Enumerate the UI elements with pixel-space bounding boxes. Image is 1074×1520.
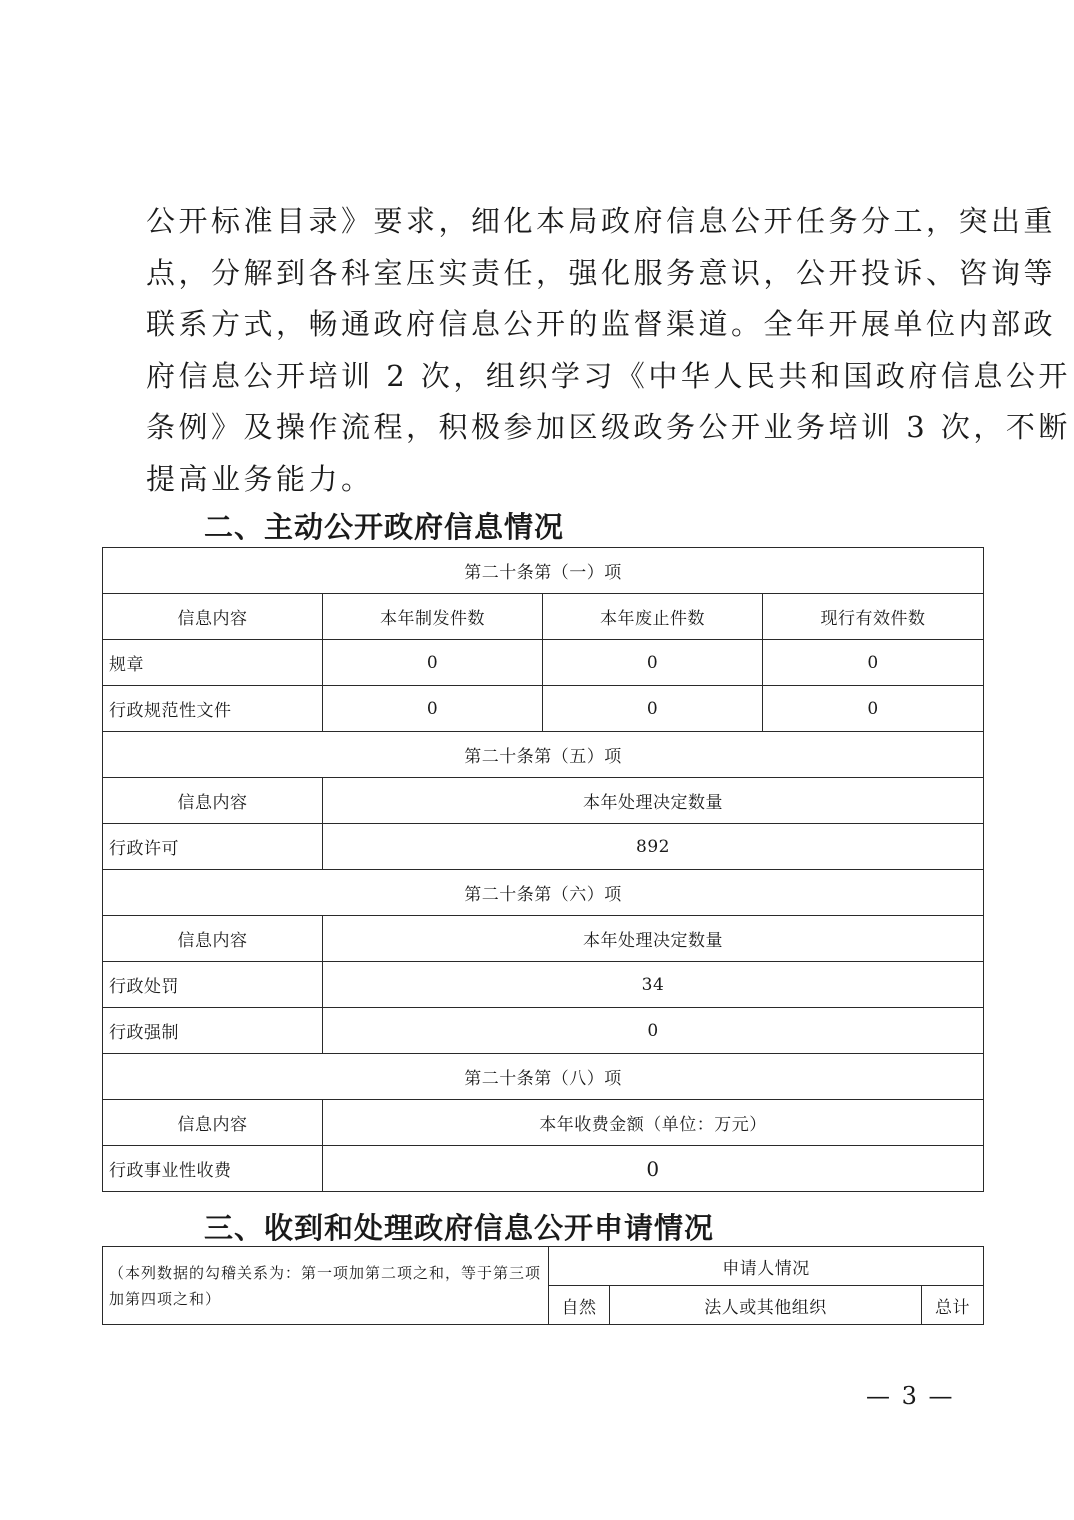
table-cell: 0: [323, 1146, 984, 1192]
table-row: [103, 548, 984, 594]
column-header: 本年废止件数: [543, 594, 763, 640]
table-row: [103, 1100, 984, 1146]
paragraph-line: 点，分解到各科室压实责任，强化服务意识，公开投诉、咨询等: [146, 255, 1057, 290]
column-header: 本年处理决定数量: [323, 778, 984, 824]
table-cell: 34: [323, 962, 984, 1008]
table-row: [103, 1247, 984, 1286]
column-header: 信息内容: [103, 594, 323, 640]
paragraph-line: 联系方式，畅通政府信息公开的监督渠道。全年开展单位内部政: [146, 307, 1057, 341]
table-row: [103, 962, 984, 1008]
paragraph-line: 府信息公开培训 2 次，组织学习《中华人民共和国政府信息公开: [146, 358, 1071, 393]
row-label: 规章: [103, 640, 323, 686]
body-paragraph: [146, 196, 1071, 505]
table-row: [103, 686, 984, 732]
paragraph-line: 提高业务能力。: [146, 461, 374, 496]
table-row: [103, 916, 984, 962]
proactive-disclosure-table: [102, 547, 984, 1192]
row-label: 行政许可: [103, 824, 323, 870]
section3-heading: 三、收到和处理政府信息公开申请情况: [204, 1211, 715, 1245]
table-cell: 0: [763, 640, 984, 686]
column-header: 本年制发件数: [323, 594, 543, 640]
column-header: 总计: [922, 1286, 984, 1325]
column-header: 信息内容: [103, 778, 323, 824]
application-table: [102, 1246, 984, 1325]
paragraph-line: 公开标准目录》要求，细化本局政府信息公开任务分工，突出重: [146, 204, 1057, 238]
table-row: [103, 640, 984, 686]
row-label: 行政事业性收费: [103, 1146, 323, 1192]
column-header: 现行有效件数: [763, 594, 984, 640]
table-cell: 0: [323, 640, 543, 686]
row-label: 行政强制: [103, 1008, 323, 1054]
row-label: 行政规范性文件: [103, 686, 323, 732]
column-header: 自然: [549, 1286, 610, 1325]
table-row: [103, 778, 984, 824]
table-row: [103, 732, 984, 778]
table-row: [103, 1146, 984, 1192]
column-header: 本年处理决定数量: [323, 916, 984, 962]
table-note: （本列数据的勾稽关系为：第一项加第二项之和，等于第三项加第四项之和）: [103, 1247, 549, 1325]
paragraph-line: 条例》及操作流程，积极参加区级政务公开业务培训 3 次，不断: [146, 410, 1071, 444]
article-6-title: 第二十条第（六）项: [103, 870, 984, 916]
table-row: [103, 870, 984, 916]
column-header: 信息内容: [103, 916, 323, 962]
article-1-title: 第二十条第（一）项: [103, 548, 984, 594]
table-cell: 0: [763, 686, 984, 732]
table-row: [103, 1054, 984, 1100]
column-header: 信息内容: [103, 1100, 323, 1146]
table-row: [103, 824, 984, 870]
article-8-title: 第二十条第（八）项: [103, 1054, 984, 1100]
table-row: [103, 1008, 984, 1054]
applicant-header: 申请人情况: [549, 1247, 984, 1286]
table-cell: 0: [323, 1008, 984, 1054]
table-cell: 0: [543, 686, 763, 732]
column-header: 法人或其他组织: [610, 1286, 922, 1325]
column-header: 本年收费金额（单位：万元）: [323, 1100, 984, 1146]
table-cell: 892: [323, 824, 984, 870]
row-label: 行政处罚: [103, 962, 323, 1008]
table-cell: 0: [323, 686, 543, 732]
page-number: — 3 —: [866, 1382, 955, 1410]
table-row: [103, 594, 984, 640]
article-5-title: 第二十条第（五）项: [103, 732, 984, 778]
table-cell: 0: [543, 640, 763, 686]
section2-heading: 二、主动公开政府信息情况: [204, 510, 565, 544]
